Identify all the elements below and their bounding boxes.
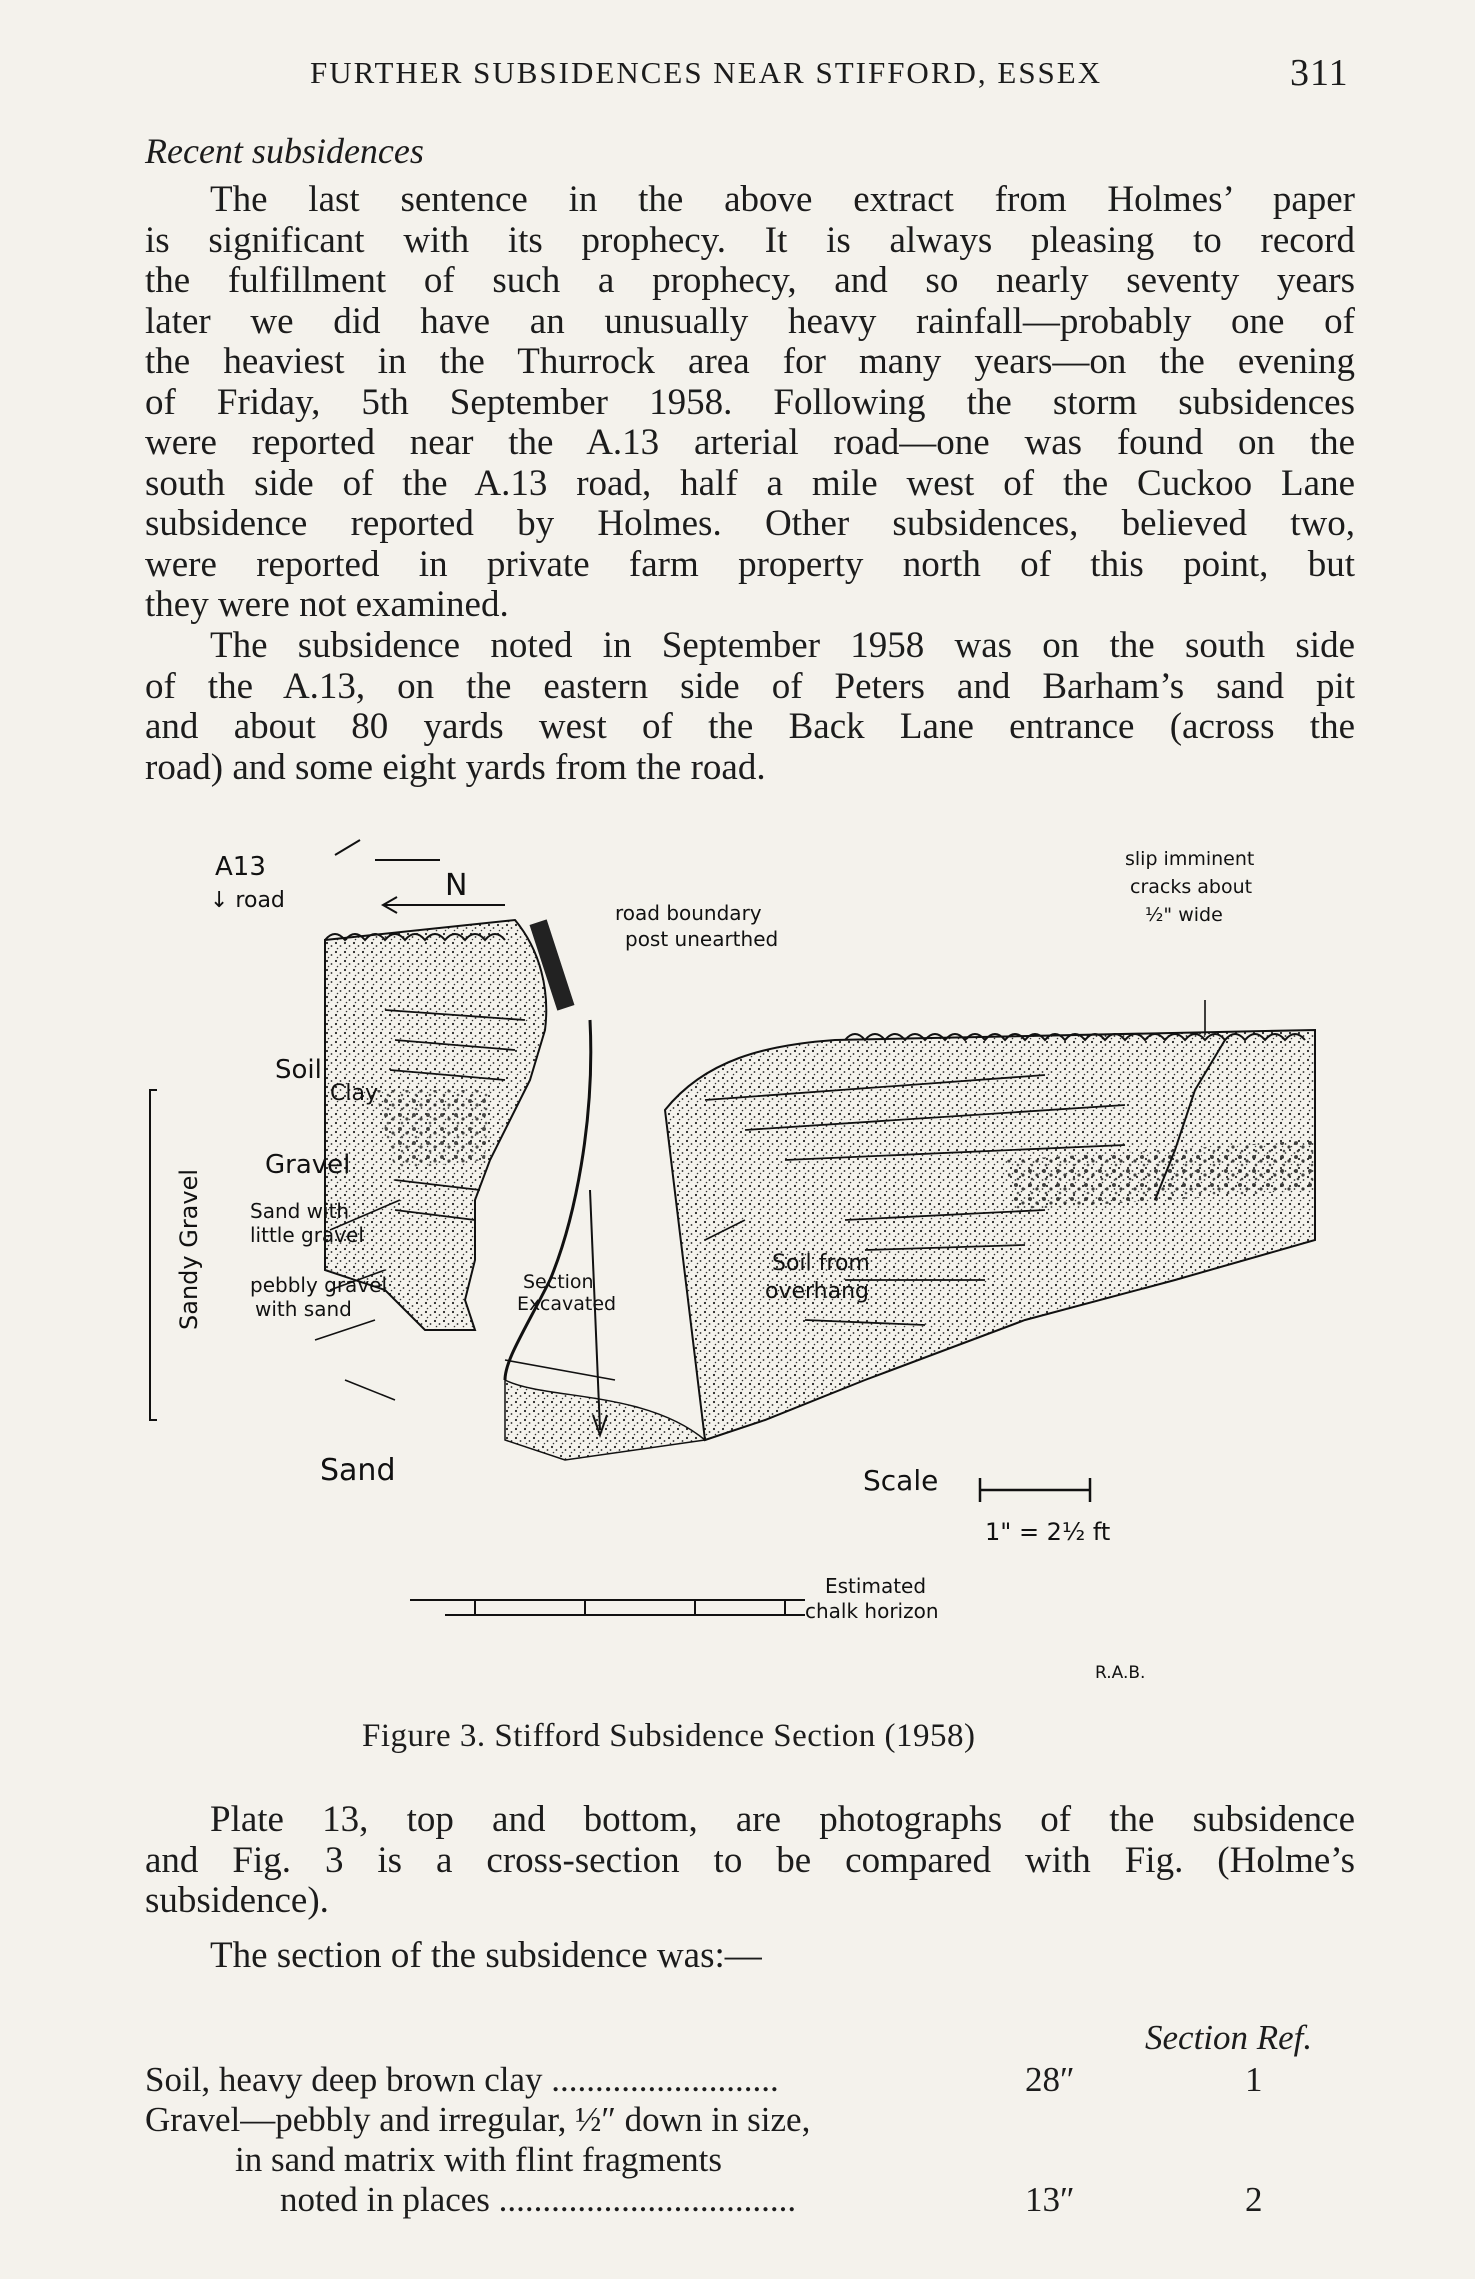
label-initials: R.A.B.: [1095, 1663, 1146, 1683]
row-section: 13″: [1025, 2180, 1075, 2219]
label-a13: A13: [215, 852, 266, 882]
text-line: of the A.13, on the eastern side of Peters and Barham’s sand pit: [145, 665, 1355, 707]
label-estimated: Estimated: [825, 1574, 927, 1598]
text-line: The section of the subsidence was:—: [210, 1935, 762, 1976]
label-scale: Scale: [863, 1464, 939, 1497]
label-slip: slip imminent: [1125, 848, 1255, 870]
north-arrow-icon: [383, 897, 445, 913]
row-ref: 1: [1245, 2060, 1263, 2099]
text-line: The last sentence in the above extract from Holmes’ paper: [210, 179, 1355, 220]
figure-caption: Figure 3. Stifford Subsidence Section (1958): [362, 1718, 976, 1754]
label-north: N: [445, 868, 468, 903]
paragraph-1: [145, 180, 1355, 626]
label-post-unearthed: post unearthed: [625, 927, 779, 951]
text-line: and about 80 yards west of the Back Lane entrance (across the: [145, 706, 1355, 747]
table-header: Section Ref.: [1145, 2018, 1313, 2057]
row-lead: in sand matrix with flint fragments: [235, 2140, 722, 2179]
label-chalk-horizon: chalk horizon: [805, 1599, 939, 1623]
text-line: they were not examined.: [145, 584, 509, 625]
text-line: were reported near the A.13 arterial road—one was found on the: [145, 422, 1355, 463]
label-pebbly-gravel: pebbly gravel: [250, 1273, 388, 1297]
label-gravel: Gravel: [265, 1150, 351, 1180]
page-number: 311: [1290, 52, 1349, 94]
label-excavated: Excavated: [517, 1293, 617, 1315]
label-sand: Sand: [320, 1453, 396, 1488]
left-strata: [325, 920, 546, 1330]
row-lead: noted in places ..................................: [280, 2180, 797, 2219]
row-lead: Gravel—pebbly and irregular, ½″ down in size,: [145, 2100, 811, 2139]
right-strata: [665, 1030, 1315, 1440]
text-line: subsidence reported by Holmes. Other subsidences, believed two,: [145, 503, 1355, 544]
label-half-inch: ½" wide: [1145, 904, 1223, 926]
row-section: 28″: [1025, 2060, 1075, 2099]
scale-bar: [980, 1478, 1090, 1502]
text-line: and Fig. 3 is a cross-section to be compared with Fig. (Holme’s: [145, 1839, 1355, 1881]
label-clay: Clay: [330, 1081, 378, 1106]
label-scale-value: 1" = 2½ ft: [985, 1518, 1111, 1546]
label-road-boundary: road boundary: [615, 901, 762, 925]
text-line: were reported in private farm property north of this point, but: [145, 543, 1355, 585]
row-ref: 2: [1245, 2180, 1263, 2219]
label-little-gravel: little gravel: [250, 1223, 364, 1247]
running-title: FURTHER SUBSIDENCES NEAR STIFFORD, ESSEX: [310, 55, 1103, 90]
label-section: Section: [523, 1271, 594, 1293]
label-soil-from: Soil from: [772, 1251, 870, 1276]
label-sand-with: Sand with: [250, 1199, 350, 1223]
figure-3: [145, 848, 1355, 1700]
row-lead: Soil, heavy deep brown clay ..........................: [145, 2060, 779, 2099]
text-line: later we did have an unusually heavy rainfall—probably one of: [145, 300, 1355, 342]
label-road: ↓ road: [210, 888, 285, 913]
section-heading: Recent subsidences: [145, 131, 424, 171]
paragraph-2: [145, 626, 1355, 788]
text-line: the fulfillment of such a prophecy, and so nearly seventy years: [145, 260, 1355, 301]
paragraph-3: [145, 1800, 1355, 1922]
text-line: the heaviest in the Thurrock area for many years—on the evening: [145, 341, 1355, 382]
label-with-sand: with sand: [255, 1297, 352, 1321]
text-line: Plate 13, top and bottom, are photographs of the subsidence: [210, 1799, 1355, 1840]
label-overhang: overhang: [765, 1279, 870, 1304]
text-line: road) and some eight yards from the road.: [145, 746, 766, 788]
text-line: The subsidence noted in September 1958 was on the south side: [210, 625, 1355, 666]
label-sandy-gravel: Sandy Gravel: [175, 1168, 203, 1330]
chalk-horizon: [410, 1600, 805, 1615]
running-header: [0, 52, 1475, 105]
text-line: is significant with its prophecy. It is always pleasing to record: [145, 219, 1355, 261]
label-soil: Soil: [275, 1055, 322, 1085]
text-line: subsidence).: [145, 1880, 329, 1921]
paragraph-4: [145, 1936, 1355, 1977]
text-line: south side of the A.13 road, half a mile west of the Cuckoo Lane: [145, 462, 1355, 504]
text-line: of Friday, 5th September 1958. Following the storm subsidences: [145, 381, 1355, 423]
label-cracks: cracks about: [1130, 876, 1253, 898]
